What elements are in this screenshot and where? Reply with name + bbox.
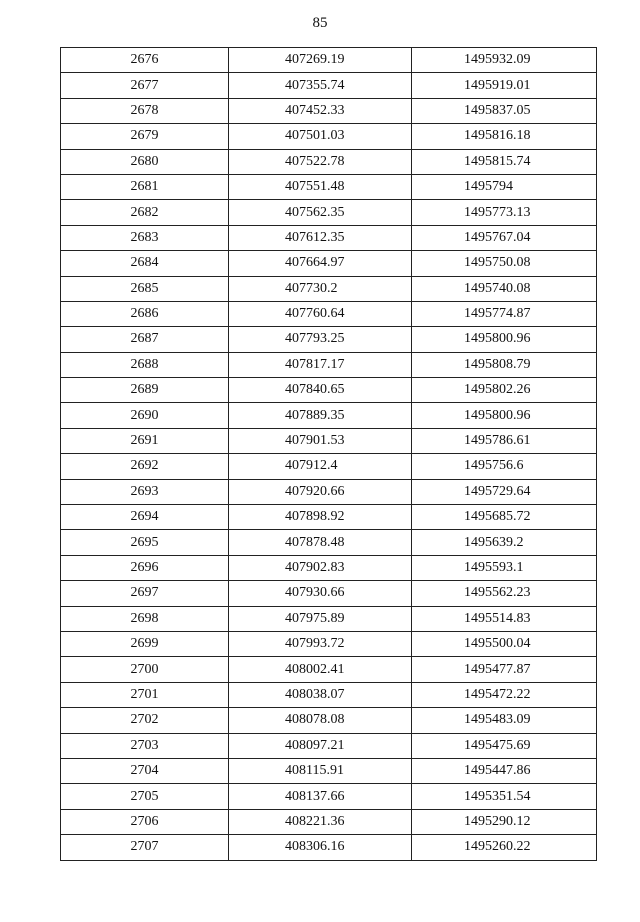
point-number-cell: 2694 <box>61 505 229 530</box>
x-coordinate-cell: 408038.07 <box>229 682 412 707</box>
x-coordinate-cell: 407664.97 <box>229 251 412 276</box>
y-coordinate-cell: 1495800.96 <box>412 327 597 352</box>
x-coordinate-cell: 407522.78 <box>229 149 412 174</box>
y-coordinate-cell: 1495774.87 <box>412 301 597 326</box>
x-coordinate-cell: 407793.25 <box>229 327 412 352</box>
point-number-cell: 2697 <box>61 581 229 606</box>
x-coordinate-cell: 407562.35 <box>229 200 412 225</box>
point-number-cell: 2686 <box>61 301 229 326</box>
table-row <box>61 454 597 479</box>
table-row <box>61 174 597 199</box>
x-coordinate-cell: 407993.72 <box>229 631 412 656</box>
point-number-cell: 2690 <box>61 403 229 428</box>
x-coordinate-cell: 407902.83 <box>229 555 412 580</box>
table-row <box>61 784 597 809</box>
table-row <box>61 708 597 733</box>
x-coordinate-cell: 408137.66 <box>229 784 412 809</box>
y-coordinate-cell: 1495290.12 <box>412 809 597 834</box>
x-coordinate-cell: 407452.33 <box>229 98 412 123</box>
table-row <box>61 505 597 530</box>
table-row <box>61 403 597 428</box>
point-number-cell: 2688 <box>61 352 229 377</box>
x-coordinate-cell: 408306.16 <box>229 835 412 860</box>
table-row <box>61 124 597 149</box>
point-number-cell: 2681 <box>61 174 229 199</box>
point-number-cell: 2692 <box>61 454 229 479</box>
y-coordinate-cell: 1495562.23 <box>412 581 597 606</box>
y-coordinate-cell: 1495756.6 <box>412 454 597 479</box>
table-row <box>61 276 597 301</box>
point-number-cell: 2684 <box>61 251 229 276</box>
point-number-cell: 2700 <box>61 657 229 682</box>
y-coordinate-cell: 1495767.04 <box>412 225 597 250</box>
table-row <box>61 378 597 403</box>
x-coordinate-cell: 407975.89 <box>229 606 412 631</box>
x-coordinate-cell: 407355.74 <box>229 73 412 98</box>
y-coordinate-cell: 1495816.18 <box>412 124 597 149</box>
point-number-cell: 2706 <box>61 809 229 834</box>
x-coordinate-cell: 407878.48 <box>229 530 412 555</box>
y-coordinate-cell: 1495514.83 <box>412 606 597 631</box>
y-coordinate-cell: 1495351.54 <box>412 784 597 809</box>
table-row <box>61 301 597 326</box>
coordinates-table-body <box>61 48 597 861</box>
table-row <box>61 479 597 504</box>
point-number-cell: 2701 <box>61 682 229 707</box>
x-coordinate-cell: 407840.65 <box>229 378 412 403</box>
point-number-cell: 2693 <box>61 479 229 504</box>
x-coordinate-cell: 407501.03 <box>229 124 412 149</box>
x-coordinate-cell: 408002.41 <box>229 657 412 682</box>
x-coordinate-cell: 408078.08 <box>229 708 412 733</box>
table-row <box>61 581 597 606</box>
y-coordinate-cell: 1495447.86 <box>412 758 597 783</box>
y-coordinate-cell: 1495800.96 <box>412 403 597 428</box>
x-coordinate-cell: 407817.17 <box>229 352 412 377</box>
y-coordinate-cell: 1495773.13 <box>412 200 597 225</box>
y-coordinate-cell: 1495685.72 <box>412 505 597 530</box>
y-coordinate-cell: 1495808.79 <box>412 352 597 377</box>
point-number-cell: 2707 <box>61 835 229 860</box>
x-coordinate-cell: 408097.21 <box>229 733 412 758</box>
x-coordinate-cell: 407269.19 <box>229 48 412 73</box>
table-row <box>61 98 597 123</box>
x-coordinate-cell: 408115.91 <box>229 758 412 783</box>
point-number-cell: 2676 <box>61 48 229 73</box>
point-number-cell: 2698 <box>61 606 229 631</box>
y-coordinate-cell: 1495500.04 <box>412 631 597 656</box>
point-number-cell: 2695 <box>61 530 229 555</box>
table-row <box>61 327 597 352</box>
table-row <box>61 758 597 783</box>
point-number-cell: 2679 <box>61 124 229 149</box>
point-number-cell: 2687 <box>61 327 229 352</box>
x-coordinate-cell: 407551.48 <box>229 174 412 199</box>
y-coordinate-cell: 1495786.61 <box>412 428 597 453</box>
table-row <box>61 835 597 860</box>
point-number-cell: 2699 <box>61 631 229 656</box>
point-number-cell: 2705 <box>61 784 229 809</box>
x-coordinate-cell: 407901.53 <box>229 428 412 453</box>
x-coordinate-cell: 407912.4 <box>229 454 412 479</box>
point-number-cell: 2689 <box>61 378 229 403</box>
y-coordinate-cell: 1495483.09 <box>412 708 597 733</box>
table-row <box>61 733 597 758</box>
point-number-cell: 2685 <box>61 276 229 301</box>
y-coordinate-cell: 1495729.64 <box>412 479 597 504</box>
table-row <box>61 251 597 276</box>
point-number-cell: 2683 <box>61 225 229 250</box>
y-coordinate-cell: 1495593.1 <box>412 555 597 580</box>
table-row <box>61 48 597 73</box>
x-coordinate-cell: 407760.64 <box>229 301 412 326</box>
point-number-cell: 2704 <box>61 758 229 783</box>
point-number-cell: 2703 <box>61 733 229 758</box>
x-coordinate-cell: 407920.66 <box>229 479 412 504</box>
table-row <box>61 149 597 174</box>
table-row <box>61 657 597 682</box>
y-coordinate-cell: 1495477.87 <box>412 657 597 682</box>
y-coordinate-cell: 1495815.74 <box>412 149 597 174</box>
table-row <box>61 606 597 631</box>
point-number-cell: 2682 <box>61 200 229 225</box>
x-coordinate-cell: 407930.66 <box>229 581 412 606</box>
point-number-cell: 2680 <box>61 149 229 174</box>
y-coordinate-cell: 1495475.69 <box>412 733 597 758</box>
table-row <box>61 428 597 453</box>
point-number-cell: 2696 <box>61 555 229 580</box>
x-coordinate-cell: 407889.35 <box>229 403 412 428</box>
point-number-cell: 2691 <box>61 428 229 453</box>
table-row <box>61 530 597 555</box>
y-coordinate-cell: 1495260.22 <box>412 835 597 860</box>
x-coordinate-cell: 407612.35 <box>229 225 412 250</box>
table-row <box>61 555 597 580</box>
point-number-cell: 2677 <box>61 73 229 98</box>
y-coordinate-cell: 1495802.26 <box>412 378 597 403</box>
point-number-cell: 2678 <box>61 98 229 123</box>
y-coordinate-cell: 1495639.2 <box>412 530 597 555</box>
table-row <box>61 73 597 98</box>
x-coordinate-cell: 408221.36 <box>229 809 412 834</box>
point-number-cell: 2702 <box>61 708 229 733</box>
x-coordinate-cell: 407898.92 <box>229 505 412 530</box>
y-coordinate-cell: 1495750.08 <box>412 251 597 276</box>
y-coordinate-cell: 1495794 <box>412 174 597 199</box>
y-coordinate-cell: 1495472.22 <box>412 682 597 707</box>
table-row <box>61 225 597 250</box>
y-coordinate-cell: 1495740.08 <box>412 276 597 301</box>
table-row <box>61 682 597 707</box>
coordinates-table <box>60 47 597 861</box>
table-row <box>61 809 597 834</box>
table-row <box>61 631 597 656</box>
table-row <box>61 352 597 377</box>
table-row <box>61 200 597 225</box>
x-coordinate-cell: 407730.2 <box>229 276 412 301</box>
y-coordinate-cell: 1495837.05 <box>412 98 597 123</box>
page-number: 85 <box>312 15 328 31</box>
y-coordinate-cell: 1495919.01 <box>412 73 597 98</box>
y-coordinate-cell: 1495932.09 <box>412 48 597 73</box>
